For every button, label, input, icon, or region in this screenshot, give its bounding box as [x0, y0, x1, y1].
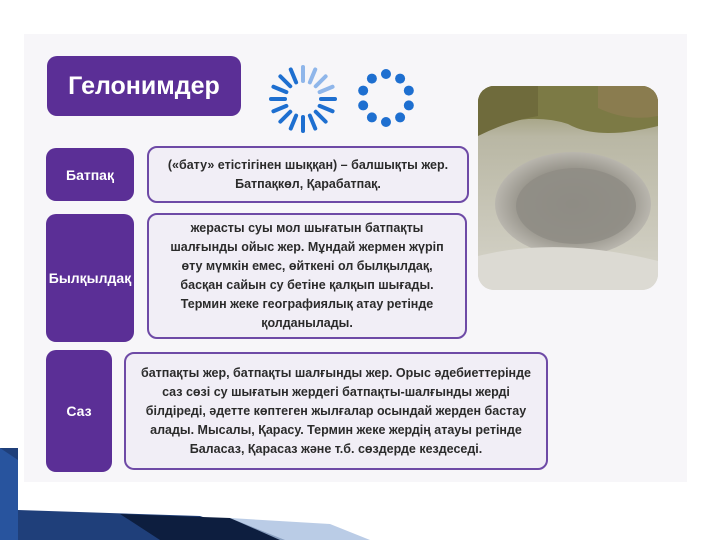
term-definition-bylkyldak: жерасты суы мол шығатын батпақты шалғынды ойыс жер. Мұндай жермен жүріп өту мүмкін емес, өйткені ол былқылдақ, басқан сайын су бетіне қалқып шығады. Термин жеке географиялық атау ретінде қолданылады. [147, 213, 467, 339]
spinner-dot [404, 100, 414, 110]
term-label-saz: Саз [46, 350, 112, 472]
spinner-line [316, 76, 326, 86]
spinner-dot [395, 112, 405, 122]
spinner-line [320, 106, 333, 111]
spinner-dot [404, 86, 414, 96]
slide-title: Гелонимдер [47, 56, 241, 116]
spinner-dot [358, 86, 368, 96]
spinner-dot [358, 100, 368, 110]
loading-dots-icon [356, 60, 416, 136]
spinner-dot [381, 69, 391, 79]
bog-photo [478, 86, 658, 290]
spinner-line [273, 106, 286, 111]
spinner-dot [367, 112, 377, 122]
spinner-line [291, 69, 296, 82]
spinner-line [291, 116, 296, 129]
term-definition-saz: батпақты жер, батпақты шалғынды жер. Орыс әдебиеттерінде саз сөзі су шығатын жердегі батпақты-шалғынды жерді білдіреді, әдетте көптеген жылғалар осындай жерден бастау алады. Мысалы, Қарасу. Термин жеке жердің атауы ретінде Баласаз, Қарасаз және т.б. сөздерде кездеседі. [124, 352, 548, 470]
term-label-batpak: Батпақ [46, 148, 134, 201]
term-definition-batpak: («бату» етістігінен шыққан) – балшықты жер. Батпақкөл, Қарабатпақ. [147, 146, 469, 203]
spinner-line [273, 87, 286, 92]
spinner-line [310, 69, 315, 82]
spinner-dot [381, 117, 391, 127]
spinner-line [280, 76, 290, 86]
spinner-line [320, 87, 333, 92]
spinner-line [280, 112, 290, 122]
term-label-bylkyldak: Былқылдақ [46, 214, 134, 342]
spinner-dot [395, 74, 405, 84]
spinner-line [316, 112, 326, 122]
spinner-dot [367, 74, 377, 84]
spinner-line [310, 116, 315, 129]
loading-spinner-icon [268, 62, 338, 136]
